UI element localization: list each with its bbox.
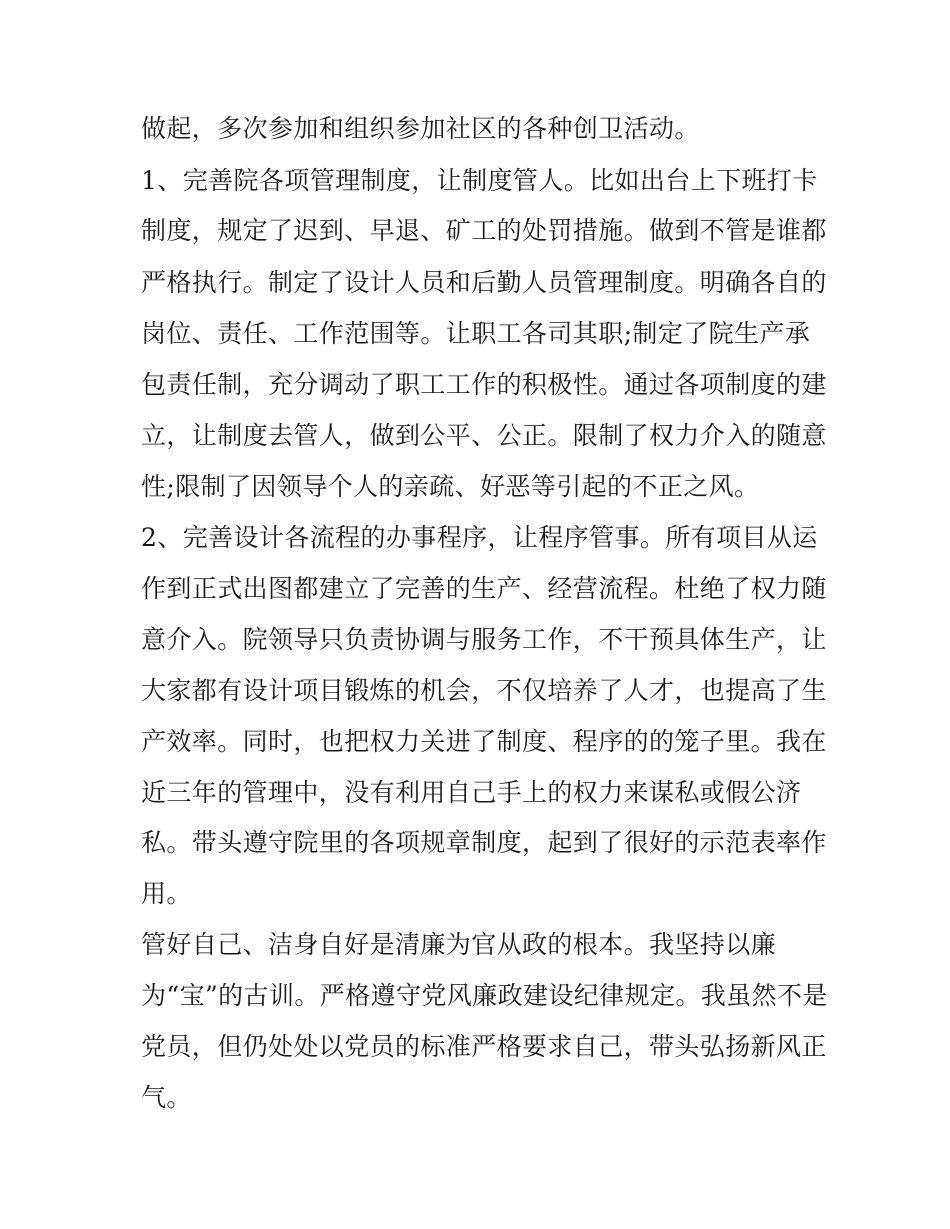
text-line: 产效率。同时，也把权力关进了制度、程序的的笼子里。我在 [141,727,827,756]
text-line: 包责任制，充分调动了职工工作的积极性。通过各项制度的建 [141,370,827,399]
text-line: 性;限制了因领导个人的亲疏、好恶等引起的不正之风。 [141,472,760,501]
text-line: 做起，多次参加和组织参加社区的各种创卫活动。 [141,114,700,143]
text-line: 为“宝”的古训。严格遵守党风廉政建设纪律规定。我虽然不是 [141,981,828,1010]
text-line: 私。带头遵守院里的各项规章制度，起到了很好的示范表率作 [141,828,827,857]
text-line: 严格执行。制定了设计人员和后勤人员管理制度。明确各自的 [141,268,827,297]
text-line: 气。 [141,1083,192,1112]
text-line: 意介入。院领导只负责协调与服务工作，不干预具体生产，让 [141,625,827,654]
text-line: 1、完善院各项管理制度，让制度管人。比如出台上下班打卡 [141,166,818,195]
text-line: 近三年的管理中，没有利用自己手上的权力来谋私或假公济 [141,778,802,807]
text-line: 立，让制度去管人，做到公平、公正。限制了权力介入的随意 [141,421,827,450]
text-line: 管好自己、洁身自好是清廉为官从政的根本。我坚持以廉 [141,930,777,959]
text-line: 岗位、责任、工作范围等。让职工各司其职;制定了院生产承 [141,319,811,348]
text-line: 作到正式出图都建立了完善的生产、经营流程。杜绝了权力随 [141,574,827,603]
text-line: 用。 [141,879,192,908]
text-line: 党员，但仍处处以党员的标准严格要求自己，带头弘扬新风正 [141,1032,827,1061]
text-line: 2、完善设计各流程的办事程序，让程序管事。所有项目从运 [141,523,818,552]
text-line: 大家都有设计项目锻炼的机会，不仅培养了人才，也提高了生 [141,676,827,705]
text-line: 制度，规定了迟到、早退、矿工的处罚措施。做到不管是谁都 [141,216,827,245]
